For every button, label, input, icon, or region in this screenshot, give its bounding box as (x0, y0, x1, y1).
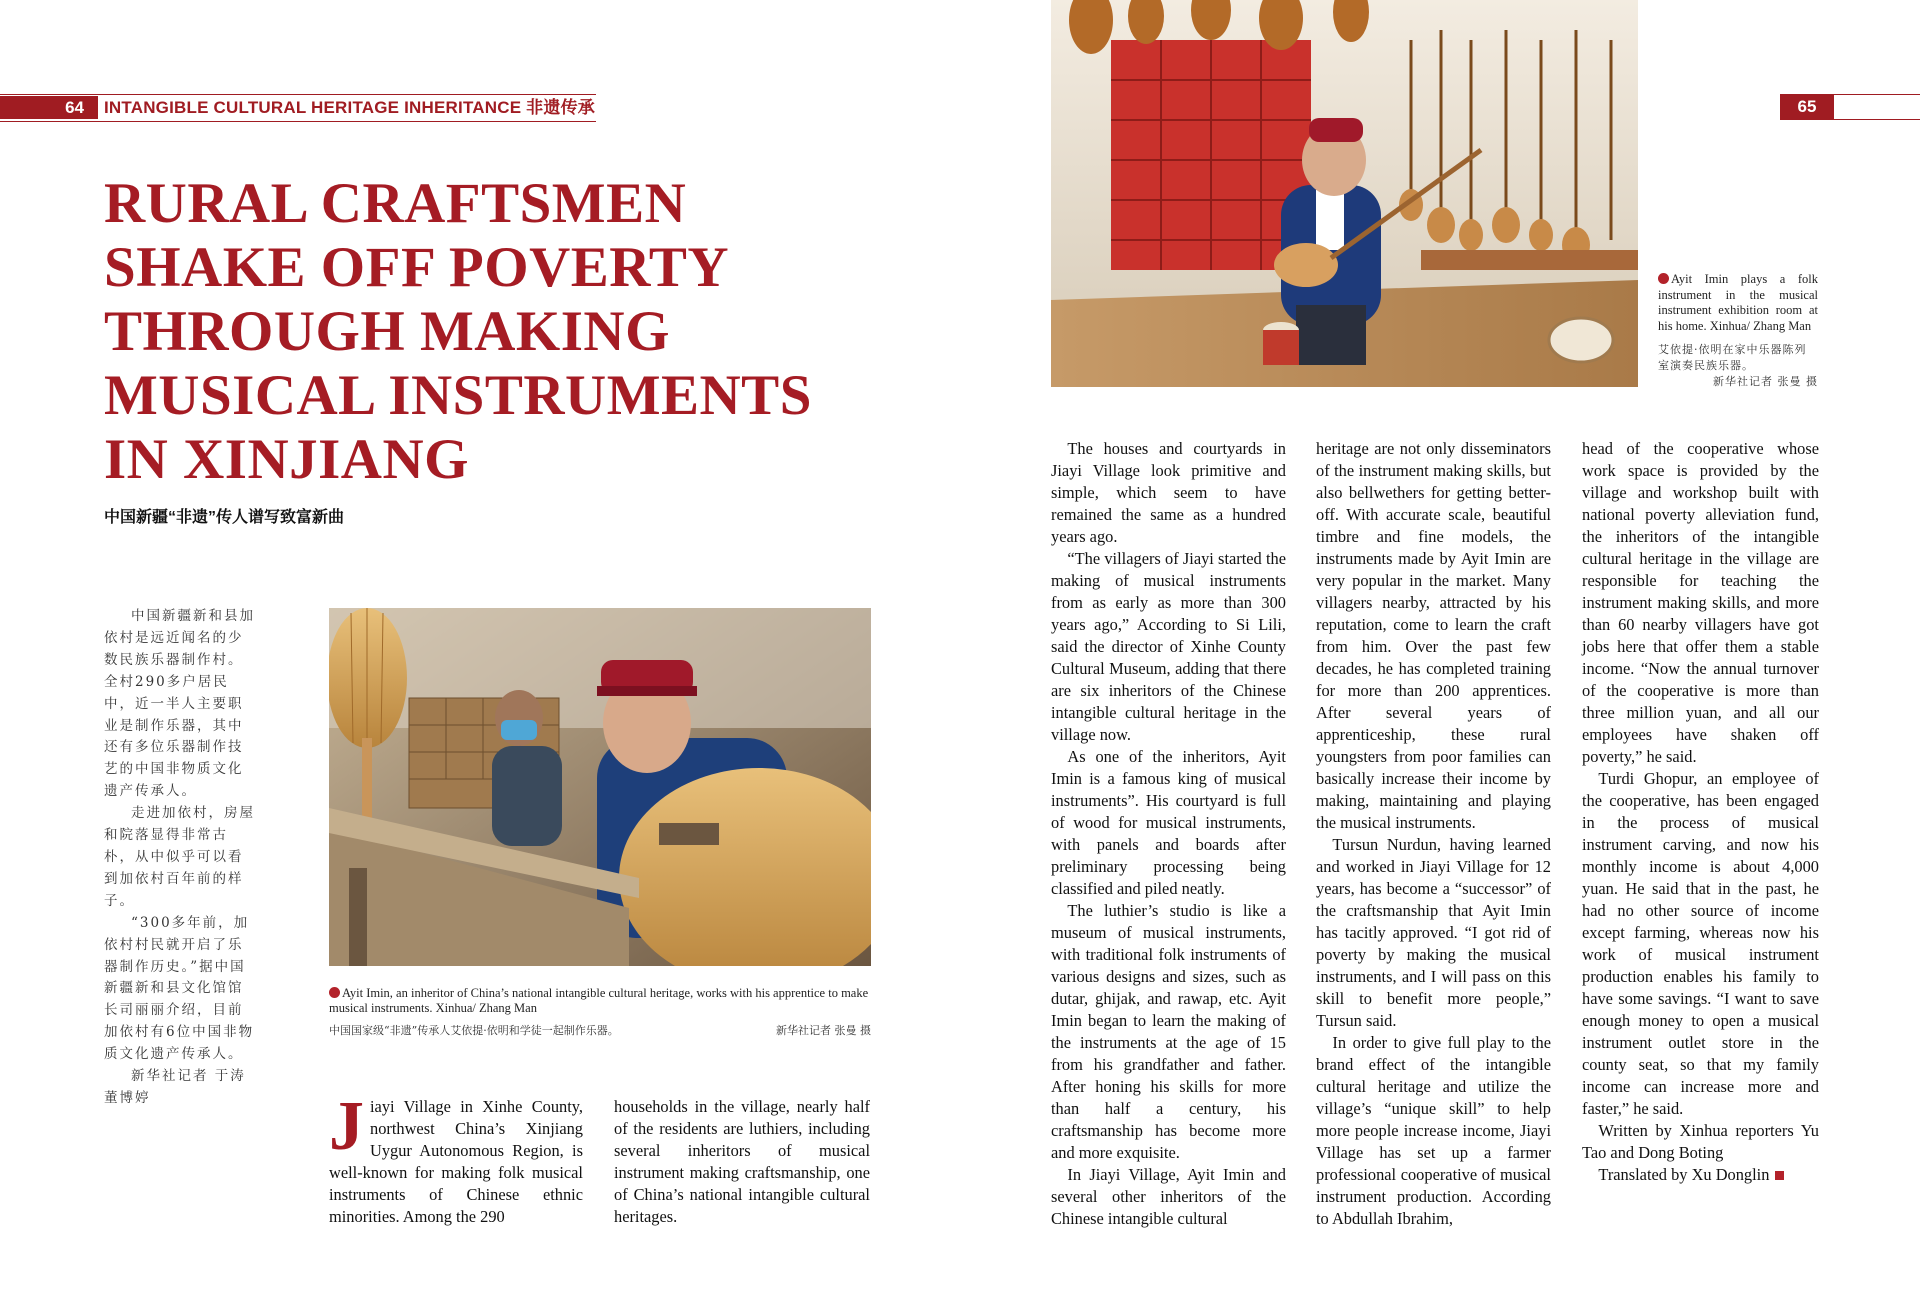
exhibition-caption-text: Ayit Imin plays a folk instrument in the musical instrument exhibition room at his home. Xinhua/ Zhang Man (1658, 272, 1818, 333)
cn-byline: 新华社记者 于涛 董博婷 (104, 1068, 246, 1106)
workshop-photo (329, 608, 871, 966)
article-paragraph: households in the village, nearly half of the residents are luthiers, including several inheritors of musical instrument making craftsmanship, one of China’s national intangible cultural heritages. (614, 1097, 870, 1226)
headline-line: IN XINJIANG (104, 428, 469, 491)
byline-translated-text: Translated by Xu Donglin (1598, 1165, 1770, 1184)
headline-line: SHAKE OFF POVERTY (104, 236, 730, 299)
byline-translated (1582, 1164, 1819, 1186)
article-paragraph: In order to give full play to the brand effect of the intangible cultural heritage and utilize the village’s “unique skill” to help more people increase income, Jiayi Village has set up a farmer professional cooperative of musical instrument production. According to Abdullah Ibrahim, (1316, 1033, 1551, 1228)
workshop-caption-credit: 新华社记者 张曼 摄 (776, 1024, 871, 1037)
exhibition-caption-cn (1658, 342, 1818, 390)
exhibition-room-photo-art (1051, 0, 1638, 387)
article-column-5 (1582, 438, 1819, 1186)
article-paragraph: iayi Village in Xinhe County, northwest China’s Xinjiang Uygur Autonomous Region, is well-known for making folk musical instruments of Chinese ethnic minorities. Among the 290 (329, 1097, 583, 1226)
exhibition-room-photo (1051, 0, 1638, 387)
article-paragraph: head of the cooperative whose work space is provided by the village and workshop built with national poverty alleviation fund, the inheritors of the intangible cultural heritage in the village are responsible for teaching the instrument making skills, and more than 60 nearby villagers have got jobs here that offer them a stable income. “Now the annual turnover of the cooperative is more than three million yuan, and all our employees have shaken off poverty,” he said. (1582, 439, 1819, 766)
exhibition-caption-cn-text: 艾依提·依明在家中乐器陈列室演奏民族乐器。 (1658, 343, 1807, 372)
article-paragraph: The luthier’s studio is like a museum of musical instruments, with traditional folk instruments of various designs and sizes, such as dutar, ghijak, and rawap, etc. Ayit Imin began to learn the making of the instruments at the age of 15 from his grandfather and father. After honing his skills for more than half a century, his craftsmanship has become more and more exquisite. (1051, 901, 1286, 1162)
article-paragraph: As one of the inheritors, Ayit Imin is a famous king of musical instruments”. His courtyard is full of wood for musical instruments, with panels and boards after preliminary processing being classified and piled neatly. (1051, 747, 1286, 898)
caption-marker-icon (1658, 273, 1669, 284)
article-paragraph: In Jiayi Village, Ayit Imin and several other inheritors of the Chinese intangible cultural (1051, 1165, 1286, 1228)
page-number-right: 65 (1780, 94, 1834, 120)
cn-paragraph: 中国新疆新和县加依村是远近闻名的少数民族乐器制作村。全村290多户居民中，近一半人主要职业是制作乐器，其中还有多位乐器制作技艺的中国非物质文化遗产传承人。 (104, 608, 255, 800)
workshop-caption-cn (329, 1022, 871, 1038)
article-column-1 (329, 1088, 583, 1228)
drop-cap: J (329, 1088, 364, 1165)
headline-line: THROUGH MAKING (104, 300, 670, 363)
article-column-4 (1316, 438, 1551, 1230)
chinese-summary (104, 606, 258, 1110)
article-paragraph: Tursun Nurdun, having learned and worked in Jiayi Village for 12 years, has become a “successor” of the craftsmanship that Ayit Imin has tacitly approved. “I got rid of poverty by making the musical instruments, and I will pass on this skill to benefit more people,” Tursun said. (1316, 835, 1551, 1030)
headline (104, 172, 864, 492)
subtitle-cn: 中国新疆“非遗”传人谱写致富新曲 (104, 509, 345, 526)
workshop-caption (329, 986, 875, 1016)
header-rule-right (1834, 94, 1920, 120)
exhibition-caption-credit: 新华社记者 张曼 摄 (1713, 375, 1818, 388)
exhibition-caption (1658, 272, 1818, 334)
workshop-caption-cn-text: 中国国家级“非遗”传承人艾依提·依明和学徒一起制作乐器。 (329, 1024, 619, 1037)
byline-written: Written by Xinhua reporters Yu Tao and Dong Boting (1582, 1121, 1819, 1162)
end-mark-icon (1775, 1171, 1784, 1180)
article-paragraph: Turdi Ghopur, an employee of the cooperative, has been engaged in the process of musical instrument carving, and now his monthly income is about 4,000 yuan. He said that in the past, he had no other source of income except farming, whereas now his work of musical instrument production enables his family to have some savings. “I want to save enough money to open a musical instrument outlet store in the county seat, so that my family income can increase more and faster,” he said. (1582, 769, 1819, 1118)
workshop-caption-text: Ayit Imin, an inheritor of China’s national intangible cultural heritage, works with his apprentice to make musical instruments. Xinhua/ Zhang Man (329, 986, 869, 1015)
workshop-photo-art (329, 608, 871, 966)
article-paragraph: The houses and courtyards in Jiayi Village look primitive and simple, which seem to have remained the same as a hundred years ago. (1051, 439, 1286, 546)
page-number-left: 64 (0, 96, 98, 119)
cn-paragraph: 走进加依村，房屋和院落显得非常古朴，从中似乎可以看到加依村百年前的样子。 (104, 805, 255, 909)
article-column-3 (1051, 438, 1286, 1230)
section-label: INTANGIBLE CULTURAL HERITAGE INHERITANCE 非遗传承 (104, 98, 595, 117)
headline-line: MUSICAL INSTRUMENTS (104, 364, 812, 427)
caption-marker-icon (329, 987, 340, 998)
article-paragraph: “The villagers of Jiayi started the making of musical instruments from as early as more than 300 years ago,” According to Si Lili, said the director of Xinhe County Cultural Museum, adding that there are six inheritors of the Chinese intangible cultural heritage in the village now. (1051, 549, 1286, 744)
article-paragraph: heritage are not only disseminators of the instrument making skills, but also bellwethers for getting better-off. With accurate scale, beautiful timbre and fine models, the instruments made by Ayit Imin are very popular in the market. Many villagers nearby, attracted by his reputation, come to learn the craft from him. Over the past few decades, he has completed training for more than 200 apprentices. After several years of apprenticeship, these rural youngsters from poor families can basically increase their income by making, maintaining and playing the musical instruments. (1316, 439, 1551, 832)
article-column-2 (614, 1096, 870, 1228)
headline-line: RURAL CRAFTSMEN (104, 172, 687, 235)
cn-paragraph: “300多年前，加依村村民就开启了乐器制作历史。”据中国新疆新和县文化馆馆长司丽丽介绍，目前加依村有6位中国非物质文化遗产传承人。 (104, 914, 255, 1063)
